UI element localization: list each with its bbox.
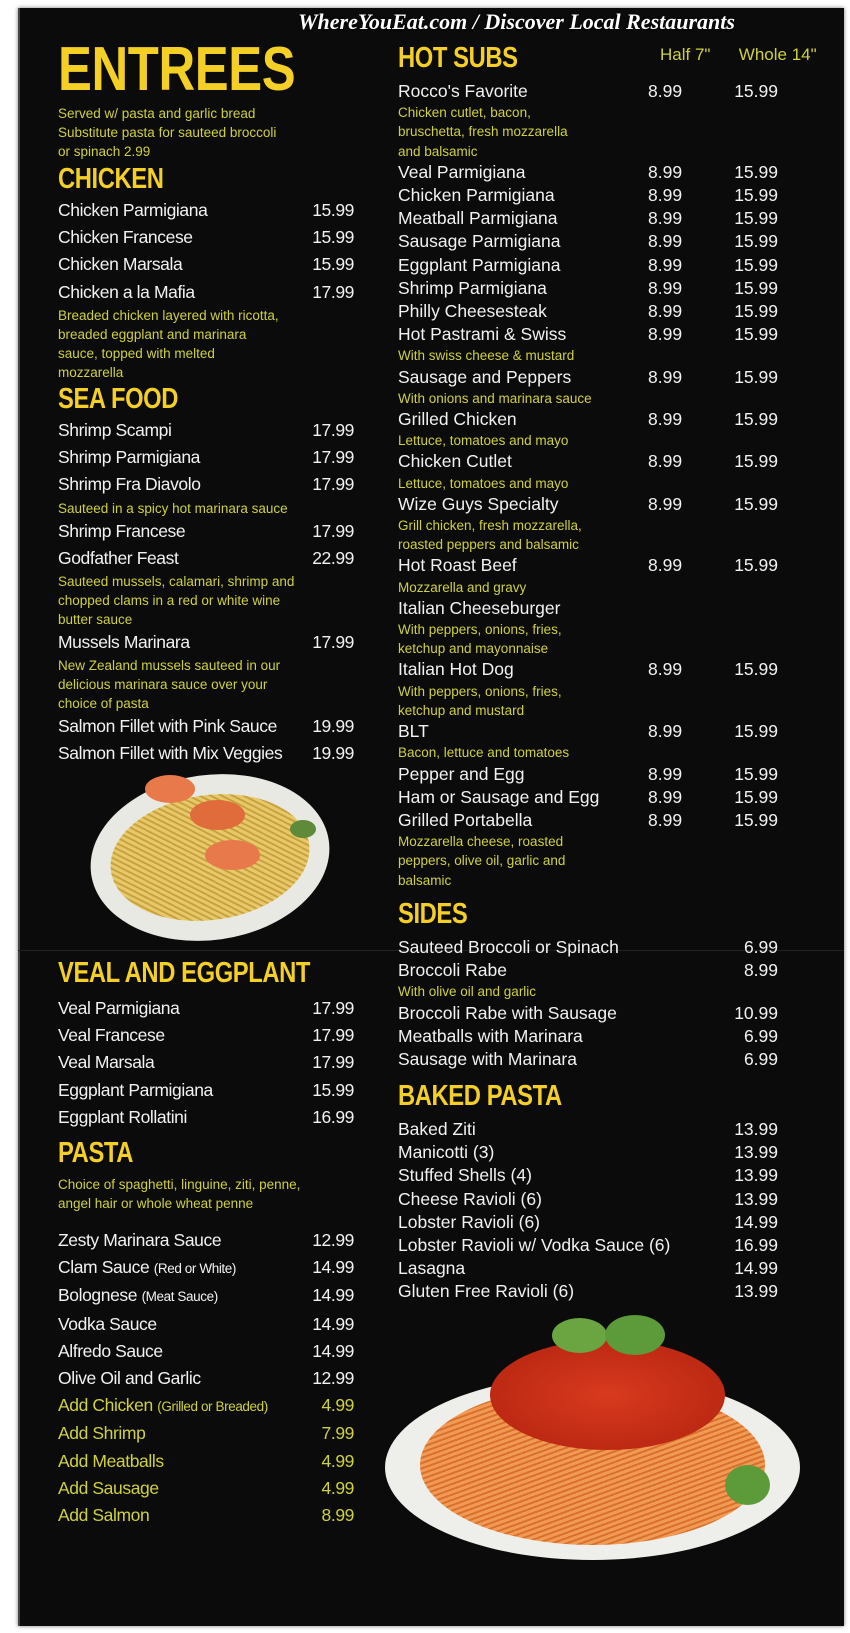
- menu-item: [398, 300, 778, 323]
- item-note: (Red or White): [153, 1261, 236, 1277]
- menu-item: [58, 629, 354, 656]
- item-name: [58, 740, 310, 767]
- menu-item: [398, 254, 778, 277]
- menu-item: [398, 408, 778, 431]
- section-description: [58, 1175, 354, 1213]
- item-price: 4.99: [321, 1450, 354, 1471]
- item-price: 8.99: [743, 960, 778, 981]
- item-name: [58, 1022, 310, 1049]
- seafood-section: [58, 383, 354, 768]
- half-price: 8.99: [648, 555, 683, 576]
- half-price: 8.99: [648, 809, 683, 830]
- item-description: ketchup and mayonnaise: [398, 641, 549, 657]
- item-name: Lasagna: [398, 1258, 466, 1279]
- item-name: [58, 1365, 310, 1392]
- item-name-text: Add Shrimp: [58, 1423, 146, 1444]
- item-price: 17.99: [312, 632, 354, 653]
- menu-item: [58, 713, 354, 740]
- whole-price: 15.99: [734, 659, 778, 680]
- menu-item: [58, 1338, 354, 1365]
- item-price: 15.99: [312, 227, 354, 248]
- menu-item: [398, 323, 778, 346]
- whole-price: 15.99: [734, 254, 778, 275]
- item-name-text: Clam Sauce: [58, 1257, 150, 1278]
- half-price: 8.99: [648, 301, 683, 322]
- item-price: 13.99: [734, 1119, 778, 1139]
- item-name: Gluten Free Ravioli (6): [398, 1281, 575, 1302]
- menu-item: [58, 1448, 354, 1475]
- menu-item: [398, 658, 778, 681]
- item-name: Sauteed Broccoli or Spinach: [398, 937, 619, 957]
- item-name: Wize Guys Specialty: [398, 493, 559, 514]
- item-name: [58, 224, 310, 251]
- item-price: 19.99: [312, 743, 354, 764]
- menu-item: [58, 1077, 354, 1104]
- menu-item: [58, 251, 354, 278]
- half-price: 8.99: [648, 409, 683, 430]
- item-description: New Zealand mussels sauteed in our: [58, 658, 281, 674]
- half-price: 8.99: [648, 786, 683, 807]
- item-description: roasted peppers and balsamic: [398, 537, 579, 553]
- item-price: 14.99: [312, 1340, 354, 1361]
- item-name: [58, 545, 310, 572]
- whole-price: [708, 597, 778, 620]
- menu-item: [398, 554, 778, 577]
- item-name: Grilled Portabella: [398, 809, 533, 830]
- item-description: Sauteed mussels, calamari, shrimp and: [58, 574, 295, 590]
- item-name-text: Olive Oil and Garlic: [58, 1368, 201, 1389]
- item-name: [58, 444, 310, 471]
- item-description: angel hair or whole wheat penne: [58, 1196, 254, 1211]
- item-name: Sausage Parmigiana: [398, 231, 561, 252]
- half-price: 8.99: [648, 366, 683, 387]
- item-price: 15.99: [312, 1079, 354, 1100]
- item-price: 16.99: [312, 1106, 354, 1127]
- menu-item: [58, 1502, 354, 1529]
- menu-item: [398, 80, 778, 103]
- item-price: 13.99: [734, 1188, 778, 1209]
- menu-item: [398, 1211, 778, 1234]
- menu-item: [398, 786, 778, 809]
- menu-item: [58, 1254, 354, 1282]
- section-title: BAKED PASTA: [398, 1080, 562, 1112]
- item-description: balsamic: [398, 872, 452, 888]
- half-price: 8.99: [648, 451, 683, 472]
- item-description: Mozzarella cheese, roasted: [398, 834, 564, 850]
- item-name: Broccoli Rabe: [398, 960, 507, 981]
- menu-item: [398, 1188, 778, 1211]
- item-description: or spinach 2.99: [58, 144, 151, 159]
- item-description: With onions and marinara sauce: [398, 390, 592, 406]
- item-name: Eggplant Parmigiana: [398, 254, 561, 275]
- item-name: Manicotti (3): [398, 1142, 495, 1163]
- menu-item: [58, 1227, 354, 1254]
- item-name: [58, 1049, 310, 1076]
- whole-price: 15.99: [734, 763, 778, 784]
- item-description: butter sauce: [58, 612, 133, 628]
- item-name: Shrimp Parmigiana: [398, 277, 547, 298]
- menu-item: [398, 1257, 778, 1280]
- item-description: With peppers, onions, fries,: [398, 622, 562, 638]
- menu-item: [58, 444, 354, 471]
- half-price: 8.99: [648, 231, 683, 252]
- item-price: 17.99: [312, 1025, 354, 1046]
- half-label: Half 7": [660, 45, 711, 64]
- item-name-text: Chicken Marsala: [58, 254, 183, 275]
- hot-subs-section: [398, 42, 778, 890]
- item-name: [58, 1475, 310, 1502]
- item-name-text: Add Chicken: [58, 1395, 153, 1416]
- half-price: 8.99: [648, 277, 683, 298]
- pasta-section: [58, 1137, 354, 1529]
- section-title: SIDES: [398, 898, 468, 930]
- item-price: 14.99: [312, 1285, 354, 1306]
- item-name-text: Eggplant Parmigiana: [58, 1079, 213, 1100]
- menu-item: [398, 493, 778, 516]
- menu-item: [398, 1002, 778, 1025]
- menu-item: [58, 279, 354, 306]
- menu-item: [58, 995, 354, 1022]
- item-name-text: Shrimp Fra Diavolo: [58, 474, 201, 495]
- item-name-text: Bolognese: [58, 1285, 138, 1306]
- menu-item: [58, 197, 354, 224]
- menu-item: [398, 1280, 778, 1303]
- item-description: choice of pasta: [58, 696, 149, 712]
- item-name: Stuffed Shells (4): [398, 1165, 532, 1186]
- menu-item: [398, 1025, 778, 1048]
- item-name: Meatball Parmigiana: [398, 208, 558, 229]
- half-price: [648, 597, 708, 620]
- item-name-text: Alfredo Sauce: [58, 1340, 163, 1361]
- item-price: 4.99: [321, 1477, 354, 1498]
- item-name: Philly Cheesesteak: [398, 301, 547, 322]
- item-name-text: Chicken Francese: [58, 227, 193, 248]
- whole-price: 15.99: [734, 161, 778, 182]
- item-description: Lettuce, tomatoes and mayo: [398, 433, 569, 449]
- veal-section: [58, 957, 354, 1131]
- item-price: 13.99: [734, 1281, 778, 1302]
- item-description: mozzarella: [58, 364, 124, 380]
- whole-price: 15.99: [734, 451, 778, 472]
- item-name: Chicken Cutlet: [398, 451, 512, 472]
- item-description: delicious marinara sauce over your: [58, 677, 268, 693]
- item-name-text: Add Salmon: [58, 1505, 150, 1526]
- item-price: 4.99: [321, 1395, 354, 1416]
- item-name: [58, 471, 310, 498]
- menu-item: [398, 230, 778, 253]
- item-description: and balsamic: [398, 143, 478, 159]
- menu-item: [58, 471, 354, 498]
- half-price: 8.99: [648, 81, 683, 101]
- item-name-text: Mussels Marinara: [58, 632, 190, 653]
- chicken-section: [58, 163, 354, 382]
- item-description: Breaded chicken layered with ricotta,: [58, 307, 279, 323]
- item-name: [58, 1311, 310, 1338]
- item-description: chopped clams in a red or white wine: [58, 593, 281, 609]
- menu-item: [58, 1022, 354, 1049]
- item-price: 17.99: [312, 447, 354, 468]
- menu-item: [398, 450, 778, 473]
- whole-price: 15.99: [734, 366, 778, 387]
- item-price: 15.99: [312, 200, 354, 220]
- item-description: Substitute pasta for sauteed broccoli: [58, 125, 277, 140]
- menu-item: [398, 277, 778, 300]
- menu-item: [58, 1475, 354, 1502]
- item-name-text: Eggplant Rollatini: [58, 1106, 187, 1127]
- item-name: [58, 1077, 310, 1104]
- item-name-text: Chicken Parmigiana: [58, 200, 208, 220]
- half-price: 8.99: [648, 763, 683, 784]
- baked-pasta-section: [398, 1080, 778, 1304]
- menu-item: [58, 1049, 354, 1076]
- item-price: 22.99: [312, 547, 354, 568]
- item-name: [58, 1448, 310, 1475]
- menu-item: [398, 597, 778, 620]
- item-name: [58, 1338, 310, 1365]
- menu-item: [398, 1048, 778, 1071]
- item-name: [58, 1392, 310, 1420]
- item-name: Pepper and Egg: [398, 763, 525, 784]
- menu-item: [398, 1164, 778, 1187]
- menu-item: [58, 224, 354, 251]
- whole-label: Whole 14": [738, 45, 817, 64]
- item-description: With swiss cheese & mustard: [398, 348, 575, 364]
- item-name: [58, 197, 310, 224]
- menu-item: [58, 1104, 354, 1131]
- item-name-text: Zesty Marinara Sauce: [58, 1230, 222, 1250]
- item-name: [58, 1282, 310, 1310]
- item-name: Grilled Chicken: [398, 409, 517, 430]
- item-name: [58, 629, 310, 656]
- item-name: Sausage with Marinara: [398, 1049, 577, 1070]
- item-price: 14.99: [734, 1211, 778, 1232]
- item-name: Italian Cheeseburger: [398, 597, 561, 618]
- item-name: Hot Roast Beef: [398, 555, 517, 576]
- item-description: Sauteed in a spicy hot marinara sauce: [58, 500, 288, 516]
- item-name: [58, 995, 310, 1022]
- item-name: Cheese Ravioli (6): [398, 1188, 542, 1209]
- menu-item: [58, 417, 354, 444]
- menu-item: [58, 1282, 354, 1310]
- item-name: Sausage and Peppers: [398, 366, 572, 387]
- item-name-text: Godfather Feast: [58, 547, 179, 568]
- entrees-section: [58, 35, 354, 161]
- item-price: 12.99: [312, 1368, 354, 1389]
- menu-item: [398, 1118, 778, 1141]
- menu-item: [58, 545, 354, 572]
- item-description: With olive oil and garlic: [398, 984, 537, 1000]
- item-description: Served w/ pasta and garlic bread: [58, 106, 256, 121]
- item-description: ketchup and mustard: [398, 702, 525, 718]
- item-price: 17.99: [312, 520, 354, 541]
- item-description: Lettuce, tomatoes and mayo: [398, 475, 569, 491]
- item-price: 6.99: [743, 937, 778, 957]
- entrees-title: ENTREES: [58, 35, 296, 104]
- whole-price: 15.99: [734, 786, 778, 807]
- item-name: [58, 713, 310, 740]
- item-name: [58, 1420, 310, 1447]
- item-name: Hot Pastrami & Swiss: [398, 324, 567, 345]
- item-price: 13.99: [734, 1142, 778, 1163]
- menu-item: [398, 936, 778, 959]
- item-note: (Grilled or Breaded): [157, 1399, 268, 1415]
- item-description: sauce, topped with melted: [58, 345, 215, 361]
- item-name: Rocco's Favorite: [398, 81, 528, 101]
- watermark: WhereYouEat.com / Discover Local Restaurants: [298, 9, 735, 34]
- item-name: Broccoli Rabe with Sausage: [398, 1002, 617, 1023]
- item-description: Choice of spaghetti, linguine, ziti, penne,: [58, 1177, 301, 1192]
- menu-item: [58, 740, 354, 767]
- section-title: VEAL AND EGGPLANT: [58, 957, 310, 989]
- item-name-text: Veal Parmigiana: [58, 998, 180, 1018]
- item-name-text: Chicken a la Mafia: [58, 281, 195, 302]
- item-name: [58, 1227, 310, 1254]
- whole-price: 15.99: [734, 277, 778, 298]
- item-note: (Meat Sauce): [141, 1289, 218, 1305]
- item-name: Lobster Ravioli w/ Vodka Sauce (6): [398, 1235, 671, 1256]
- item-price: 6.99: [743, 1025, 778, 1046]
- item-price: 15.99: [312, 254, 354, 275]
- item-price: 17.99: [312, 474, 354, 495]
- item-price: 17.99: [312, 998, 354, 1018]
- item-name: [58, 417, 310, 444]
- sides-section: [398, 898, 778, 1071]
- half-price: 8.99: [648, 254, 683, 275]
- item-name: Baked Ziti: [398, 1119, 476, 1139]
- whole-price: 15.99: [734, 324, 778, 345]
- whole-price: 15.99: [734, 81, 778, 101]
- menu-item: [398, 366, 778, 389]
- item-price: 14.99: [312, 1313, 354, 1334]
- item-description: Chicken cutlet, bacon,: [398, 105, 531, 121]
- menu-item: [398, 959, 778, 982]
- item-name-text: Veal Francese: [58, 1025, 165, 1046]
- menu-item: [398, 1234, 778, 1257]
- item-price: 14.99: [312, 1257, 354, 1278]
- item-description: peppers, olive oil, garlic and: [398, 853, 566, 869]
- item-price: 16.99: [734, 1235, 778, 1256]
- item-name-text: Shrimp Scampi: [58, 420, 172, 440]
- item-name: Meatballs with Marinara: [398, 1025, 583, 1046]
- half-price: 8.99: [648, 659, 683, 680]
- item-price: 7.99: [321, 1423, 354, 1444]
- item-price: 17.99: [312, 420, 354, 440]
- item-name: Ham or Sausage and Egg: [398, 786, 600, 807]
- menu-item: [58, 1311, 354, 1338]
- item-name-text: Salmon Fillet with Pink Sauce: [58, 716, 277, 737]
- half-price: 8.99: [648, 161, 683, 182]
- menu-item: [58, 518, 354, 545]
- section-title: HOT SUBS: [398, 42, 518, 74]
- item-name-text: Veal Marsala: [58, 1052, 155, 1073]
- menu-item: [398, 207, 778, 230]
- menu-item: [398, 763, 778, 786]
- item-name-text: Shrimp Francese: [58, 520, 186, 541]
- whole-price: 15.99: [734, 185, 778, 206]
- section-title: SEA FOOD: [58, 383, 179, 415]
- item-name-text: Vodka Sauce: [58, 1313, 157, 1334]
- section-title: CHICKEN: [58, 163, 164, 195]
- item-description: Mozzarella and gravy: [398, 579, 527, 595]
- entrees-description: [58, 104, 354, 161]
- item-description: Grill chicken, fresh mozzarella,: [398, 518, 582, 534]
- whole-price: 15.99: [734, 208, 778, 229]
- item-price: 6.99: [743, 1049, 778, 1070]
- whole-price: 15.99: [734, 231, 778, 252]
- item-name: [58, 1104, 310, 1131]
- size-headers: [660, 45, 817, 65]
- whole-price: 15.99: [734, 721, 778, 742]
- item-name: [58, 1254, 310, 1282]
- item-price: 19.99: [312, 716, 354, 737]
- item-price: 13.99: [734, 1165, 778, 1186]
- item-name: [58, 251, 310, 278]
- menu-item: [398, 161, 778, 184]
- item-description: bruschetta, fresh mozzarella: [398, 124, 568, 140]
- item-name-text: Salmon Fillet with Mix Veggies: [58, 743, 283, 764]
- menu-item: [58, 1392, 354, 1420]
- item-name: BLT: [398, 721, 429, 742]
- section-title: PASTA: [58, 1137, 134, 1169]
- menu-item: [58, 1420, 354, 1447]
- menu-item: [398, 1141, 778, 1164]
- item-description: Bacon, lettuce and tomatoes: [398, 745, 570, 761]
- menu-item: [398, 720, 778, 743]
- item-price: 10.99: [734, 1002, 778, 1023]
- menu-item: [58, 1365, 354, 1392]
- item-name-text: Shrimp Parmigiana: [58, 447, 201, 468]
- item-price: 17.99: [312, 281, 354, 302]
- item-price: 12.99: [312, 1230, 354, 1250]
- half-price: 8.99: [648, 324, 683, 345]
- whole-price: 15.99: [734, 809, 778, 830]
- menu-item: [398, 809, 778, 832]
- half-price: 8.99: [648, 493, 683, 514]
- item-description: breaded eggplant and marinara: [58, 326, 247, 342]
- item-name: Chicken Parmigiana: [398, 185, 555, 206]
- whole-price: 15.99: [734, 555, 778, 576]
- item-name: [58, 518, 310, 545]
- half-price: 8.99: [648, 185, 683, 206]
- item-name: Italian Hot Dog: [398, 659, 514, 680]
- item-name-text: Add Meatballs: [58, 1450, 164, 1471]
- item-price: 17.99: [312, 1052, 354, 1073]
- whole-price: 15.99: [734, 409, 778, 430]
- item-price: 8.99: [321, 1505, 354, 1526]
- whole-price: 15.99: [734, 301, 778, 322]
- item-description: With peppers, onions, fries,: [398, 683, 562, 699]
- item-name: [58, 279, 310, 306]
- whole-price: 15.99: [734, 493, 778, 514]
- menu-item: [398, 184, 778, 207]
- item-price: 14.99: [734, 1258, 778, 1279]
- half-price: 8.99: [648, 208, 683, 229]
- item-name: [58, 1502, 310, 1529]
- item-name: Veal Parmigiana: [398, 161, 526, 182]
- item-name: Lobster Ravioli (6): [398, 1211, 540, 1232]
- item-name-text: Add Sausage: [58, 1477, 159, 1498]
- half-price: 8.99: [648, 721, 683, 742]
